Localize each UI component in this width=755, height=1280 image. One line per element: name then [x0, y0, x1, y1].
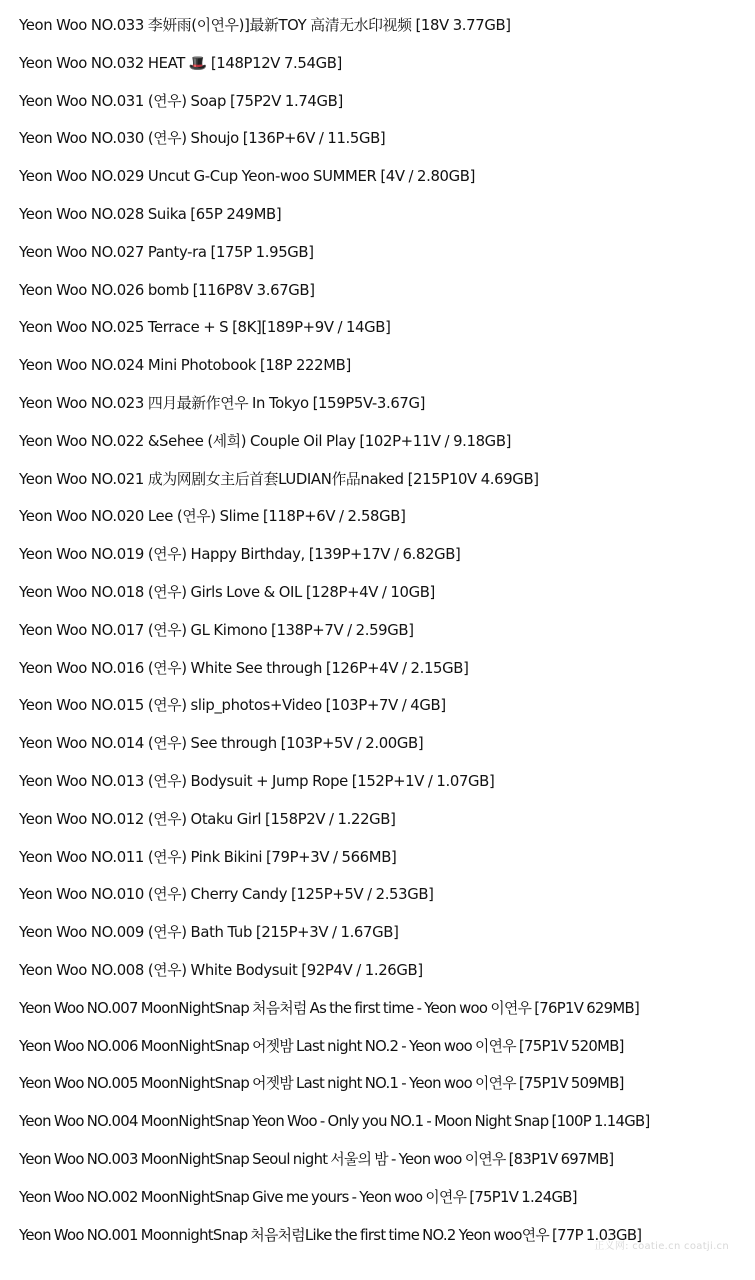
list-item: Yeon Woo NO.029 Uncut G-Cup Yeon-woo SUMMER [4V / 2.80GB] — [19, 168, 476, 186]
watermark: 正义网: coatie.cn coatji.cn — [594, 1241, 729, 1252]
list-item: Yeon Woo NO.008 (연우) White Bodysuit [92P4V / 1.26GB] — [19, 961, 423, 979]
list-item: Yeon Woo NO.027 Panty-ra [175P 1.95GB] — [19, 243, 314, 261]
list-item: Yeon Woo NO.025 Terrace + S [8K][189P+9V / 14GB] — [19, 319, 391, 337]
list-item: Yeon Woo NO.023 四月最新作연우 In Tokyo [159P5V-3.67G] — [19, 394, 426, 412]
list-item: Yeon Woo NO.015 (연우) slip_photos+Video [103P+7V / 4GB] — [19, 697, 446, 715]
list-item: Yeon Woo NO.022 &Sehee (세희) Couple Oil Play [102P+11V / 9.18GB] — [19, 432, 512, 450]
list-item: Yeon Woo NO.026 bomb [116P8V 3.67GB] — [19, 281, 315, 299]
list-item: Yeon Woo NO.020 Lee (연우) Slime [118P+6V / 2.58GB] — [19, 508, 406, 526]
entry-list — [19, 15, 755, 1262]
list-item: Yeon Woo NO.024 Mini Photobook [18P 222MB] — [19, 357, 351, 375]
list-item: Yeon Woo NO.016 (연우) White See through [126P+4V / 2.15GB] — [19, 659, 469, 677]
list-item: Yeon Woo NO.006 MoonNightSnap 어젯밤 Last night NO.2 - Yeon woo 이연우 [75P1V 520MB] — [19, 1037, 624, 1055]
list-item: Yeon Woo NO.028 Suika [65P 249MB] — [19, 205, 282, 223]
list-item: Yeon Woo NO.002 MoonNightSnap Give me yours - Yeon woo 이연우 [75P1V 1.24GB] — [19, 1188, 577, 1206]
list-item: Yeon Woo NO.014 (연우) See through [103P+5V / 2.00GB] — [19, 735, 424, 753]
list-item: Yeon Woo NO.009 (연우) Bath Tub [215P+3V / 1.67GB] — [19, 924, 399, 942]
list-item: Yeon Woo NO.005 MoonNightSnap 어젯밤 Last night NO.1 - Yeon woo 이연우 [75P1V 509MB] — [19, 1075, 624, 1093]
list-item: Yeon Woo NO.032 HEAT 🎩 [148P12V 7.54GB] — [19, 54, 342, 72]
list-item: Yeon Woo NO.007 MoonNightSnap 처음처럼 As the first time - Yeon woo 이연우 [76P1V 629MB] — [19, 999, 640, 1017]
list-item: Yeon Woo NO.031 (연우) Soap [75P2V 1.74GB] — [19, 92, 343, 110]
list-item: Yeon Woo NO.021 成为网剧女主后首套LUDIAN作品naked [215P10V 4.69GB] — [19, 470, 539, 488]
list-item: Yeon Woo NO.033 李妍雨(이연우)]最新TOY 高清无水印视频 [18V 3.77GB] — [19, 17, 511, 34]
list-item: Yeon Woo NO.011 (연우) Pink Bikini [79P+3V / 566MB] — [19, 848, 397, 866]
list-item: Yeon Woo NO.001 MoonnightSnap 처음처럼Like the first time NO.2 Yeon woo연우 [77P 1.03GB] — [19, 1226, 642, 1244]
list-item: Yeon Woo NO.018 (연우) Girls Love & OIL [128P+4V / 10GB] — [19, 583, 435, 601]
list-item: Yeon Woo NO.010 (연우) Cherry Candy [125P+5V / 2.53GB] — [19, 886, 434, 904]
list-item: Yeon Woo NO.019 (연우) Happy Birthday, [139P+17V / 6.82GB] — [19, 546, 461, 564]
list-item: Yeon Woo NO.030 (연우) Shoujo [136P+6V / 11.5GB] — [19, 130, 386, 148]
list-item: Yeon Woo NO.004 MoonNightSnap Yeon Woo - Only you NO.1 - Moon Night Snap [100P 1.14GB] — [19, 1113, 650, 1131]
list-item: Yeon Woo NO.003 MoonNightSnap Seoul night 서울의 밤 - Yeon woo 이연우 [83P1V 697MB] — [19, 1150, 614, 1168]
list-item: Yeon Woo NO.012 (연우) Otaku Girl [158P2V / 1.22GB] — [19, 810, 396, 828]
list-item: Yeon Woo NO.013 (연우) Bodysuit + Jump Rope [152P+1V / 1.07GB] — [19, 772, 495, 790]
list-item: Yeon Woo NO.017 (연우) GL Kimono [138P+7V / 2.59GB] — [19, 621, 414, 639]
